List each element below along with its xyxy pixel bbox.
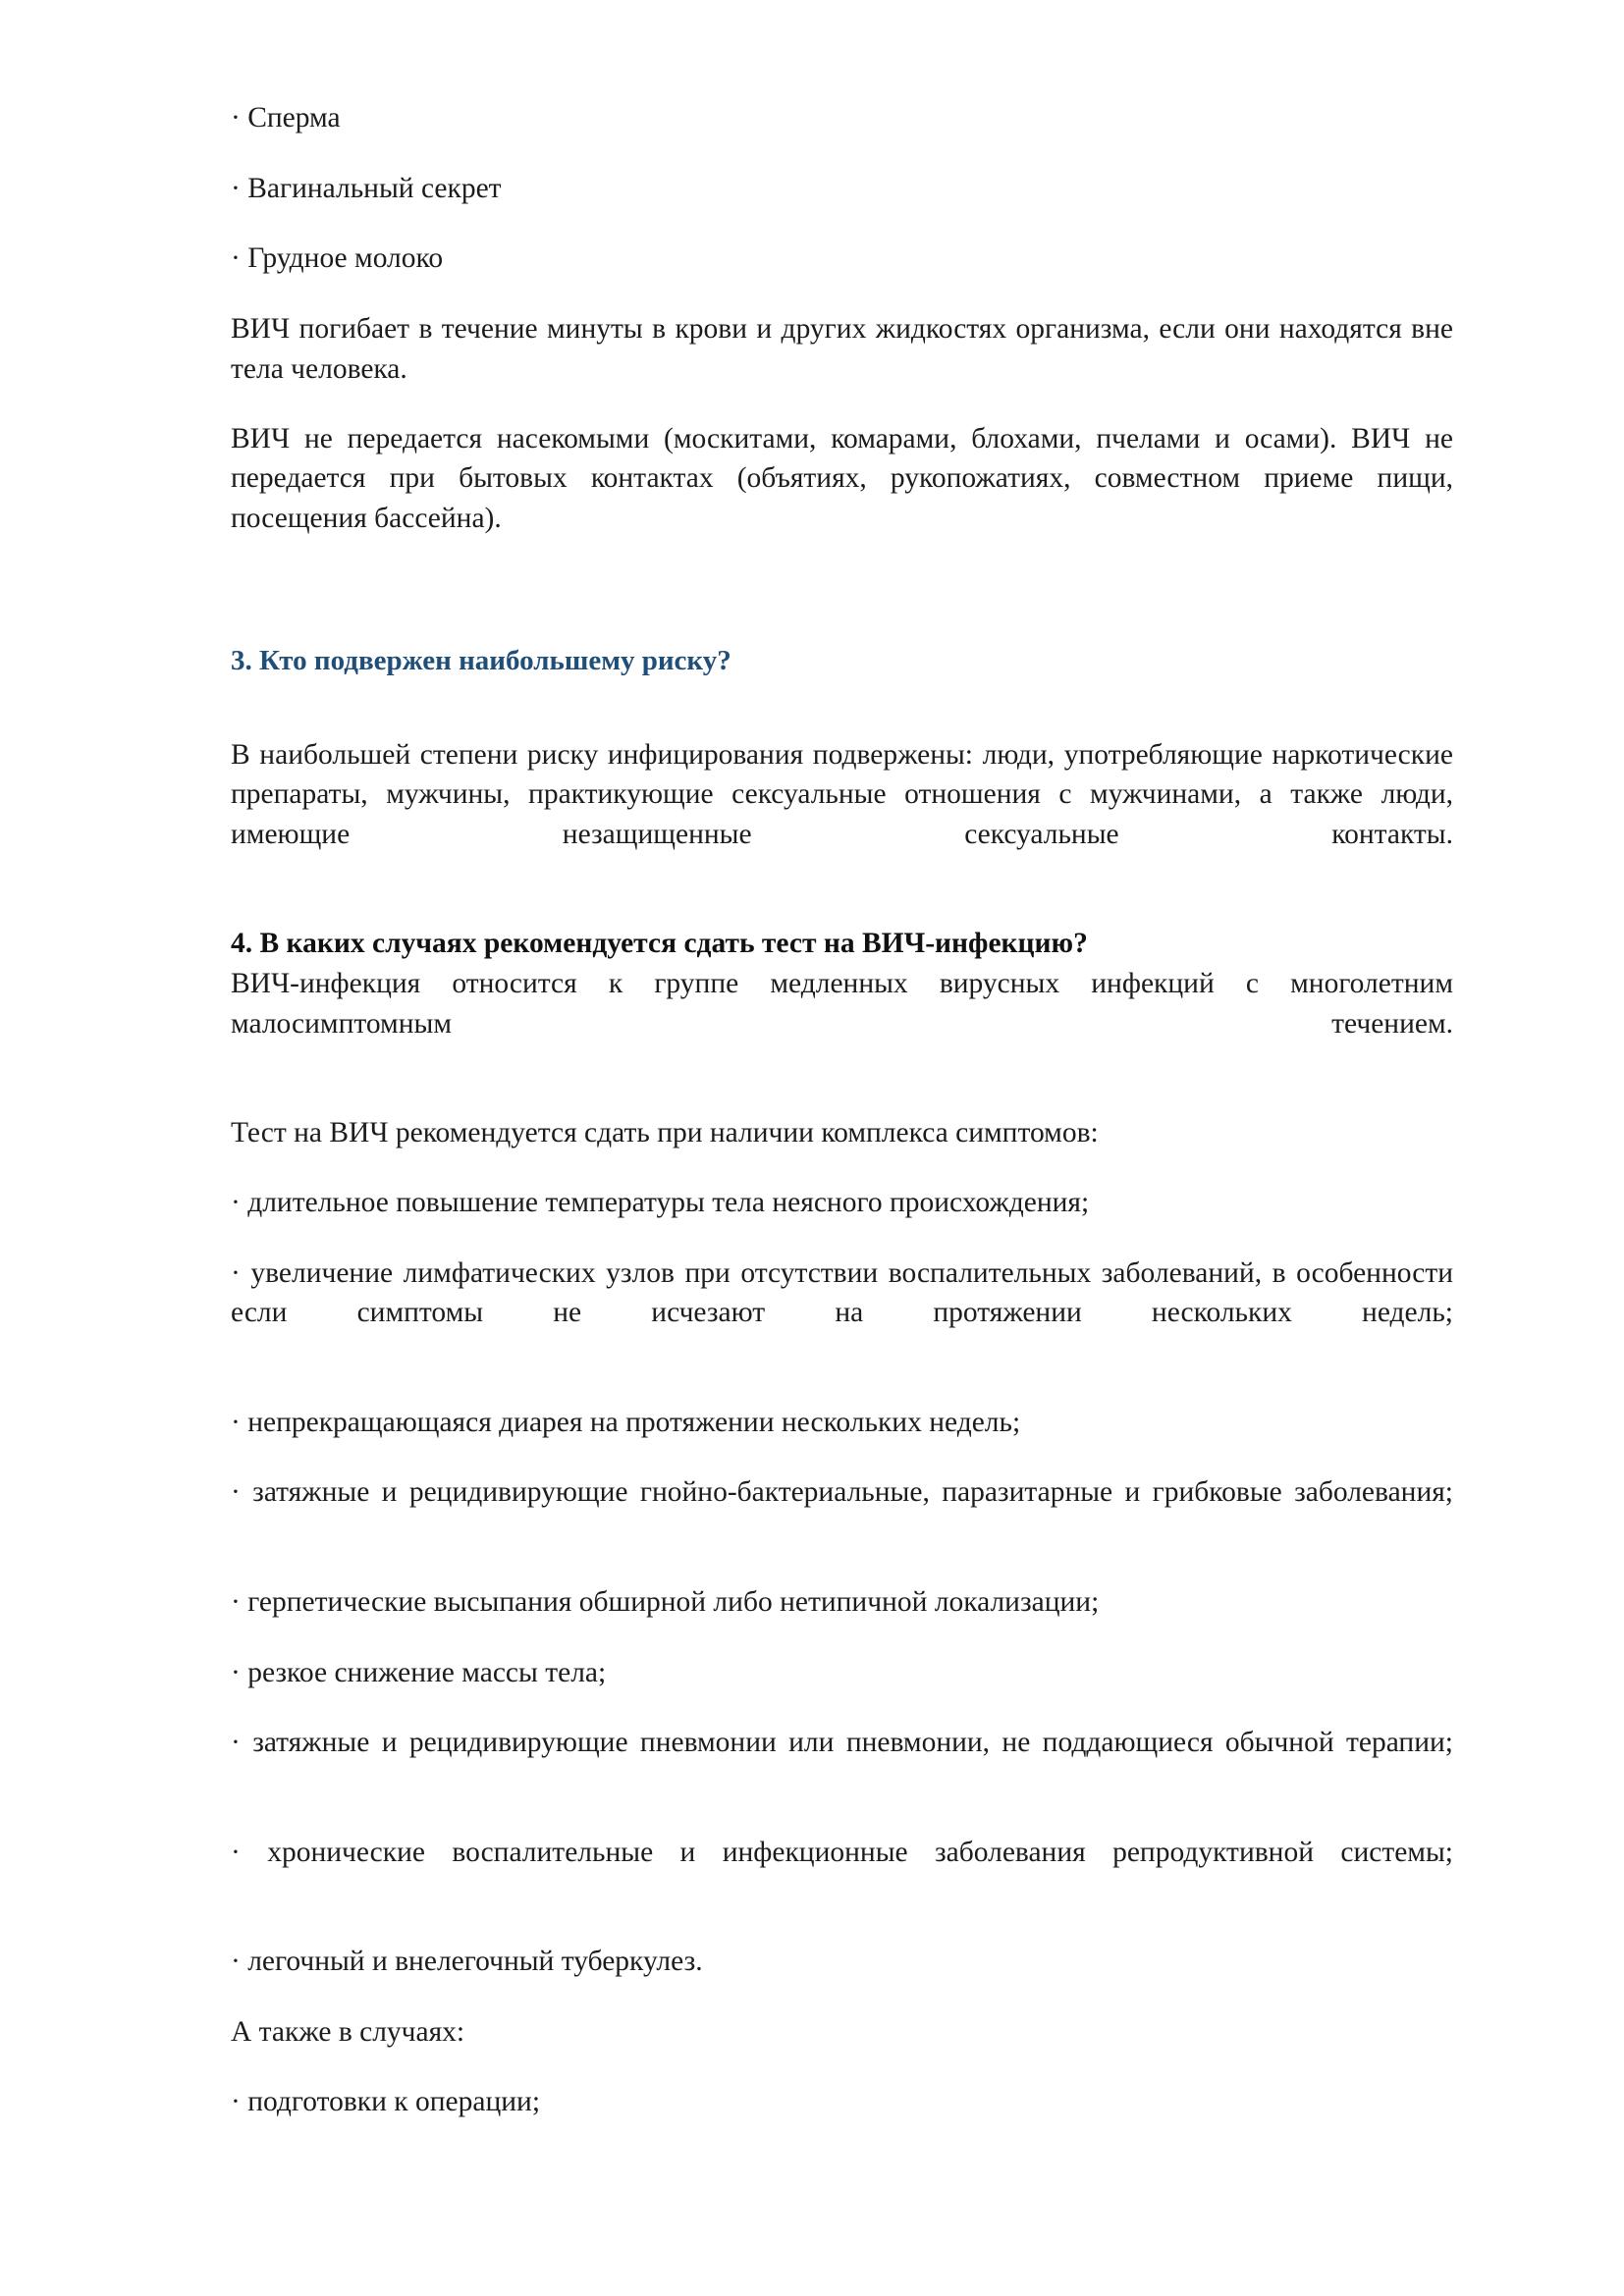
list-item: · Грудное молоко <box>231 242 444 275</box>
paragraph: ВИЧ не передается насекомыми (москитами, комарами, блохами, пчелами и осами). ВИЧ не передается при бытовых контактах (объятиях, рукопожатиях, совместном приеме пищи, посещения бассейна). <box>231 422 1453 534</box>
list-item: · затяжные и рецидивирующие пневмонии или пневмонии, не поддающиеся обычной терапии; <box>231 1727 1453 1759</box>
paragraph: ВИЧ погибает в течение минуты в крови и других жидкостях организма, если они находятся вне тела человека. <box>231 313 1453 385</box>
paragraph: ВИЧ-инфекция относится к группе медленных вирусных инфекций с многолетним малосимптомным течением. <box>231 968 1453 1040</box>
list-item: · герпетические высыпания обширной либо нетипичной локализации; <box>231 1585 1100 1618</box>
section-heading-4: 4. В каких случаях рекомендуется сдать тест на ВИЧ-инфекцию? <box>231 928 1088 960</box>
list-item: · длительное повышение температуры тела неясного происхождения; <box>231 1186 1090 1218</box>
paragraph: А также в случаях: <box>231 2015 465 2048</box>
list-item: · непрекращающаяся диарея на протяжении нескольких недель; <box>231 1406 1021 1438</box>
spacer <box>231 680 1453 735</box>
spacer <box>231 568 1453 641</box>
list-item: · резкое снижение массы тела; <box>231 1656 607 1688</box>
paragraph: В наибольшей степени риску инфицирования подвержены: люди, употребляющие наркотические препараты, мужчины, практикующие сексуальные отношения с мужчинами, а также люди, имеющие незащищенные сексуальные контакты. <box>231 738 1453 851</box>
list-item: · Вагинальный секрет <box>231 172 502 204</box>
list-item: · увеличение лимфатических узлов при отсутствии воспалительных заболеваний, в особенности если симптомы не исчезают на протяжении нескольких недель; <box>231 1256 1453 1329</box>
list-item: · подготовки к операции; <box>231 2085 541 2117</box>
list-item: · хронические воспалительные и инфекционные заболевания репродуктивной системы; <box>231 1836 1453 1868</box>
list-item: · затяжные и рецидивирующие гнойно-бактериальные, паразитарные и грибковые заболевания; <box>231 1476 1453 1509</box>
document-body <box>231 98 1453 2121</box>
section-heading-3: 3. Кто подвержен наибольшему риску? <box>231 644 731 676</box>
paragraph: Тест на ВИЧ рекомендуется сдать при наличии комплекса симптомов: <box>231 1117 1099 1149</box>
list-item: · Сперма <box>231 102 341 133</box>
list-item: · легочный и внелегочный туберкулез. <box>231 1946 703 1978</box>
